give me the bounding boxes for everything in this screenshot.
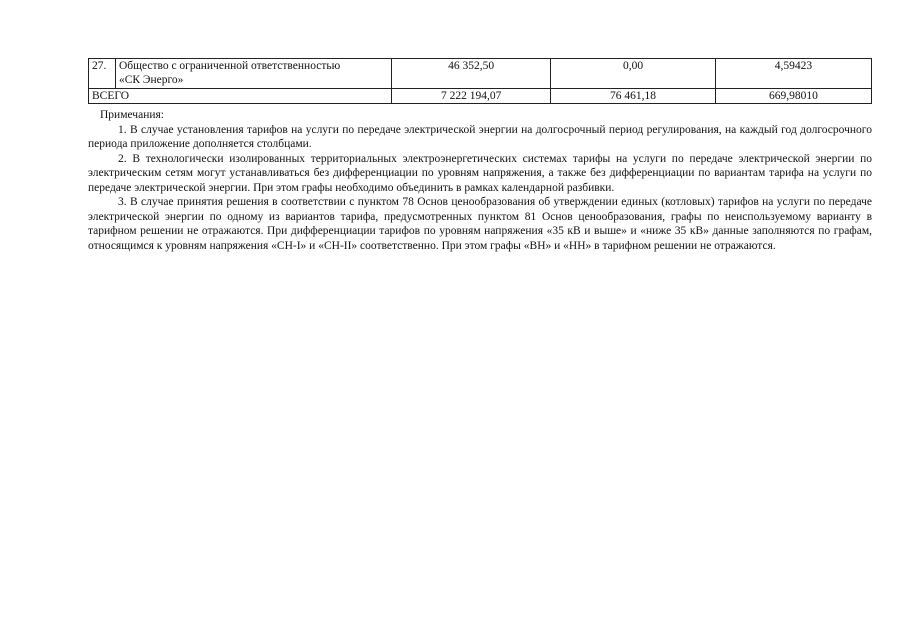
organization-name-line1: Общество с ограниченной ответственностью — [118, 60, 341, 72]
value-cell-3: 4,59423 — [715, 59, 871, 89]
value-cell-2: 0,00 — [551, 59, 716, 89]
value-cell-1: 46 352,50 — [392, 59, 551, 89]
total-value-1: 7 222 194,07 — [392, 89, 551, 104]
total-value-3: 669,98010 — [715, 89, 871, 104]
total-value-2: 76 461,18 — [551, 89, 716, 104]
organization-name-line2: «СК Энерго» — [118, 74, 184, 86]
note-item-1: 1. В случае установления тарифов на услуги по передаче электрической энергии на долгосрочный период регулирования, на каждый год долгосрочного периода приложение дополняется столбцами. — [88, 123, 872, 150]
notes-section — [88, 108, 872, 253]
note-item-3: 3. В случае принятия решения в соответствии с пунктом 78 Основ ценообразования об утверждении единых (котловых) тарифов на услуги по передаче электрической энергии по одному из вариантов тарифа, предусмотренных пунктом 81 Основ ценообразования, графы по неиспользуемому варианту в тарифном решении не отражаются. При дифференциации тарифов по уровням напряжения «35 кВ и выше» и «ниже 35 кВ» данные заполняются по графам, относящимся к уровням напряжения «СН-I» и «СН-II» соответственно. При этом графы «ВН» и «НН» в тарифном решении не отражаются. — [88, 196, 872, 252]
table-total-row — [89, 89, 872, 104]
tariff-table — [88, 58, 872, 104]
table-row — [89, 59, 872, 89]
organization-name — [115, 59, 391, 89]
note-item-2: 2. В технологически изолированных территориальных электроэнергетических системах тарифы на услуги по передаче электрической энергии по электрическим сетям могут устанавливаться без дифференциации по уровням напряжения, а также без дифференциации по вариантам тарифа на услуги по передаче электрической энергии. При этом графы необходимо объединить в рамках календарной разбивки. — [88, 152, 872, 194]
row-number: 27. — [89, 59, 116, 89]
total-label: ВСЕГО — [89, 89, 392, 104]
notes-heading: Примечания: — [100, 109, 164, 121]
